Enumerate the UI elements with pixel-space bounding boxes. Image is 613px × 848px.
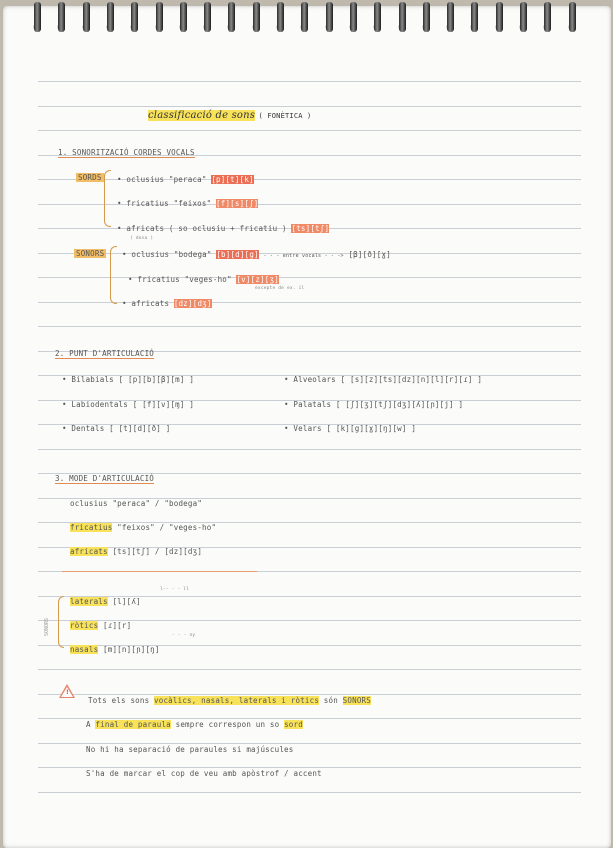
- ruled-line: [38, 106, 581, 107]
- spiral-coil: [228, 2, 235, 32]
- spiral-coil: [423, 2, 430, 32]
- spiral-coil: [447, 2, 454, 32]
- warning-icon: !: [59, 684, 75, 698]
- ruled-line: [38, 694, 581, 695]
- mode-laterals: laterals [l][ʎ]: [70, 597, 141, 606]
- spiral-coil: [277, 2, 284, 32]
- note-final-paraula: A final de paraula sempre correspon un so sord: [86, 720, 303, 729]
- title-sub: ( FONÈTICA ): [258, 112, 312, 120]
- punt-labiodentals: • Labiodentals [ [f][v][ɱ] ]: [62, 400, 195, 409]
- spiral-coil: [253, 2, 260, 32]
- ruled-line: [38, 326, 581, 327]
- punt-alveolars: • Alveolars [ [s][z][ts][dz][n][l][r][ɾ] ]: [284, 375, 483, 384]
- sonors-fricatius: • fricatius "veges-ho" [v][z][ʒ]: [128, 275, 279, 284]
- mode-fricatius: fricatius "feixos" / "veges-ho": [70, 523, 217, 532]
- sonors-brace: [110, 246, 117, 304]
- spiral-coil: [520, 2, 527, 32]
- punt-velars: • Velars [ [k][g][ɣ][ŋ][w] ]: [284, 424, 417, 433]
- punt-palatals: • Palatals [ [ʃ][ʒ][tʃ][dʒ][ʎ][ɲ][j] ]: [284, 400, 464, 409]
- spiral-coil: [569, 2, 576, 32]
- note-separacio: No hi ha separació de paraules si majúscules: [86, 745, 294, 754]
- ruled-line: [38, 449, 581, 450]
- spiral-coil: [301, 2, 308, 32]
- mode-nasals-note: - - - ny: [172, 633, 196, 638]
- mode-africats: africats [ts][tʃ] / [dz][dʒ]: [70, 547, 203, 556]
- sords-fricatius: • fricatius "feixos" [f][s][ʃ]: [117, 199, 259, 208]
- spiral-coil: [374, 2, 381, 32]
- punt-bilabials: • Bilabials [ [p][b][β][m] ]: [62, 375, 195, 384]
- punt-dentals: • Dentals [ [t][d][ð] ]: [62, 424, 171, 433]
- sords-africats: • africats ( so oclusiu + fricatiu ) [ts][tʃ]: [117, 224, 330, 233]
- section3-heading: 3. MODE D'ARTICULACIÓ: [55, 474, 155, 483]
- sonors-fricatius-note: excepte de ex. il: [255, 286, 305, 291]
- spiral-coil: [180, 2, 187, 32]
- mode-sonors-brace: [58, 596, 64, 648]
- ruled-line: [38, 743, 581, 744]
- mode-rotics: ròtics [ɾ][r]: [70, 621, 132, 630]
- ruled-line: [38, 302, 581, 303]
- spiral-coil: [156, 2, 163, 32]
- ruled-line: [38, 130, 581, 131]
- mode-laterals-note: l-- - - ll: [160, 587, 190, 592]
- section-divider: [62, 571, 257, 572]
- spiral-coil: [131, 2, 138, 32]
- spiral-coil: [34, 2, 41, 32]
- sords-africats-note: ( dosa ): [130, 236, 154, 241]
- section2-heading: 2. PUNT D'ARTICULACIÓ: [55, 349, 155, 358]
- sords-label: SORDS: [78, 173, 102, 182]
- note-warning: Tots els sons vocàlics, nasals, laterals i ròtics són SONORS: [88, 696, 371, 705]
- spiral-coil: [204, 2, 211, 32]
- spiral-binding: [0, 0, 613, 36]
- spiral-coil: [83, 2, 90, 32]
- spiral-coil: [58, 2, 65, 32]
- mode-oclusius: oclusius "peraca" / "bodega": [70, 499, 203, 508]
- ruled-line: [38, 669, 581, 670]
- spiral-coil: [471, 2, 478, 32]
- ruled-line: [38, 792, 581, 793]
- spiral-coil: [107, 2, 114, 32]
- sonors-label: SONORS: [76, 249, 105, 258]
- spiral-coil: [544, 2, 551, 32]
- sonors-africats: • africats [dz][dʒ]: [122, 299, 212, 308]
- sords-oclusius: • oclusius "peraca" [p][t][k]: [117, 175, 254, 184]
- spiral-coil: [399, 2, 406, 32]
- spiral-coil: [326, 2, 333, 32]
- ruled-line: [38, 81, 581, 82]
- note-cop-de-veu: S'ha de marcar el cop de veu amb apòstrof / accent: [86, 769, 322, 778]
- ruled-line: [38, 718, 581, 719]
- sonors-side-label: SONORS: [44, 617, 50, 636]
- ruled-line: [38, 767, 581, 768]
- title-main: classificació de sons: [148, 110, 256, 121]
- spiral-coil: [496, 2, 503, 32]
- mode-nasals: nasals [m][n][ɲ][ŋ]: [70, 645, 160, 654]
- sonors-oclusius: • oclusius "bodega" [b][d][g] - - - entre vocals - - -> [β][ð][ɣ]: [122, 250, 391, 259]
- ruled-line: [38, 277, 581, 278]
- page-title: [145, 110, 314, 121]
- section1-heading: 1. SONORITZACIÓ CORDES VOCALS: [58, 148, 195, 157]
- sords-brace: [104, 170, 111, 227]
- spiral-coil: [350, 2, 357, 32]
